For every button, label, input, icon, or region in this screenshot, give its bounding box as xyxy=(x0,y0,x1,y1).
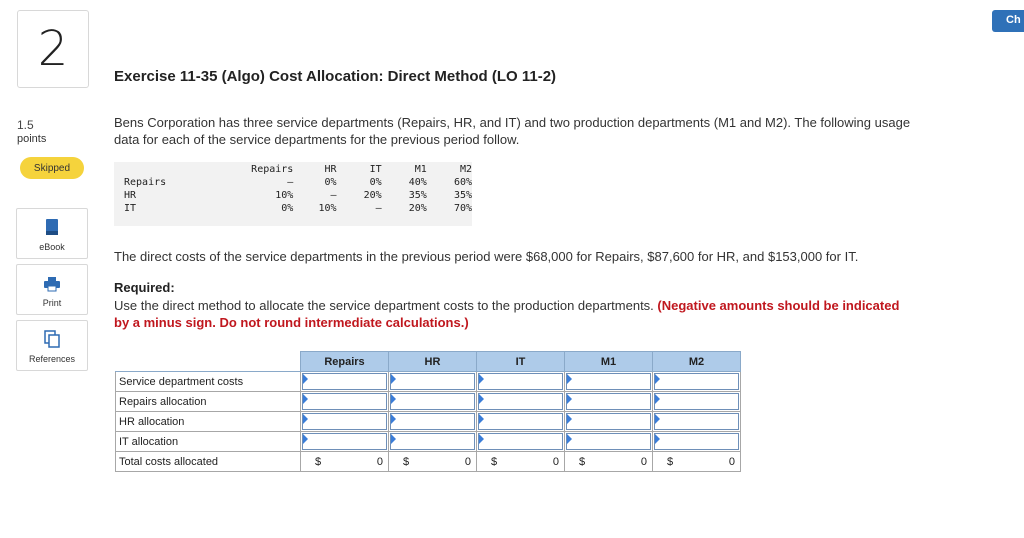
answer-input[interactable] xyxy=(566,393,651,410)
answer-cell xyxy=(301,392,389,412)
usage-cell: 70% xyxy=(453,203,472,214)
answer-row xyxy=(116,392,741,412)
answer-row-label: IT allocation xyxy=(116,432,301,452)
answer-cell xyxy=(565,392,653,412)
answer-cell xyxy=(477,392,565,412)
direct-costs-text: The direct costs of the service departments in the previous period were $68,000 for Repairs, $87,600 for HR, and $153,000 for IT. xyxy=(114,249,859,264)
usage-row xyxy=(124,176,472,189)
answer-cell xyxy=(565,412,653,432)
currency-symbol: $ xyxy=(315,455,322,468)
usage-header: M1 xyxy=(414,164,427,175)
usage-data-table xyxy=(114,162,472,226)
answer-cell xyxy=(653,392,741,412)
total-value: 0 xyxy=(552,455,559,468)
points-info xyxy=(17,118,46,146)
answer-input[interactable] xyxy=(302,373,387,390)
answer-cell xyxy=(389,392,477,412)
answer-input[interactable] xyxy=(478,393,563,410)
required-text xyxy=(114,297,914,331)
references-button[interactable] xyxy=(16,320,88,371)
usage-cell: 20% xyxy=(408,203,427,214)
required-warning: (Negative amounts should be indicated by a minus sign. Do not round intermediate calculations.) xyxy=(114,298,900,330)
usage-cell: 20% xyxy=(363,190,382,201)
answer-row xyxy=(116,432,741,452)
usage-row-label: Repairs xyxy=(124,177,167,188)
answer-row xyxy=(116,372,741,392)
answer-input[interactable] xyxy=(390,433,475,450)
ebook-button[interactable] xyxy=(16,208,88,259)
usage-cell: – xyxy=(330,190,337,201)
total-cell xyxy=(477,452,565,472)
points-value: 1.5 xyxy=(17,118,34,132)
answer-input[interactable] xyxy=(654,433,739,450)
answer-cell xyxy=(653,372,741,392)
usage-cell: 35% xyxy=(453,190,472,201)
answer-cell xyxy=(565,372,653,392)
answer-input[interactable] xyxy=(654,373,739,390)
required-instruction: Use the direct method to allocate the service department costs to the production departments. xyxy=(114,298,658,313)
answer-column-header: IT xyxy=(477,352,565,372)
usage-row xyxy=(124,189,472,202)
currency-symbol: $ xyxy=(579,455,586,468)
answer-input[interactable] xyxy=(302,433,387,450)
usage-row xyxy=(124,202,472,215)
usage-cell: 35% xyxy=(408,190,427,201)
usage-cell: 0% xyxy=(369,177,382,188)
total-cell xyxy=(389,452,477,472)
answer-input[interactable] xyxy=(654,413,739,430)
book-icon xyxy=(45,218,59,236)
answer-row xyxy=(116,412,741,432)
exercise-title: Exercise 11-35 (Algo) Cost Allocation: Direct Method (LO 11-2) xyxy=(114,68,557,85)
total-row-label: Total costs allocated xyxy=(116,452,301,472)
currency-symbol: $ xyxy=(403,455,410,468)
references-label: References xyxy=(28,354,76,364)
total-row xyxy=(116,452,741,472)
references-icon xyxy=(44,330,60,348)
status-badge: Skipped xyxy=(20,157,84,179)
answer-cell xyxy=(477,432,565,452)
answer-cell xyxy=(389,412,477,432)
usage-row-label: IT xyxy=(124,203,137,214)
check-button[interactable]: Ch xyxy=(992,10,1024,32)
answer-input[interactable] xyxy=(478,413,563,430)
answer-input[interactable] xyxy=(302,413,387,430)
answer-column-header: HR xyxy=(389,352,477,372)
answer-cell xyxy=(477,372,565,392)
answer-cell xyxy=(653,432,741,452)
print-label: Print xyxy=(42,298,62,308)
question-number: 2 xyxy=(17,10,89,88)
answer-column-header: M1 xyxy=(565,352,653,372)
answer-row-label: Service department costs xyxy=(116,372,301,392)
answer-cell xyxy=(301,372,389,392)
answer-cell xyxy=(565,432,653,452)
total-value: 0 xyxy=(464,455,471,468)
usage-header: HR xyxy=(324,164,337,175)
answer-cell xyxy=(301,432,389,452)
total-cell xyxy=(565,452,653,472)
total-value: 0 xyxy=(728,455,735,468)
answer-header-blank xyxy=(116,352,301,372)
answer-column-header: Repairs xyxy=(301,352,389,372)
usage-cell: 0% xyxy=(324,177,337,188)
total-cell xyxy=(301,452,389,472)
usage-header: IT xyxy=(369,164,382,175)
usage-cell: 10% xyxy=(275,190,294,201)
answer-row-label: HR allocation xyxy=(116,412,301,432)
answer-input[interactable] xyxy=(478,433,563,450)
points-label: points xyxy=(17,133,47,145)
answer-input[interactable] xyxy=(566,373,651,390)
answer-input[interactable] xyxy=(478,373,563,390)
answer-cell xyxy=(301,412,389,432)
total-value: 0 xyxy=(640,455,647,468)
answer-input[interactable] xyxy=(654,393,739,410)
usage-header: M2 xyxy=(459,164,472,175)
usage-row-label: HR xyxy=(124,190,137,201)
usage-header xyxy=(124,163,234,176)
intro-text: Bens Corporation has three service departments (Repairs, HR, and IT) and two production departments (M1 and M2). The following usage data for each of the service departments for the previous period follow. xyxy=(114,115,911,147)
total-value: 0 xyxy=(376,455,383,468)
answer-input[interactable] xyxy=(566,433,651,450)
usage-cell: 40% xyxy=(408,177,427,188)
total-cell xyxy=(653,452,741,472)
currency-symbol: $ xyxy=(491,455,498,468)
usage-cell: – xyxy=(287,177,294,188)
usage-cell: – xyxy=(375,203,382,214)
answer-cell xyxy=(389,372,477,392)
currency-symbol: $ xyxy=(667,455,674,468)
answer-input[interactable] xyxy=(566,413,651,430)
usage-header: Repairs xyxy=(251,164,294,175)
usage-cell: 10% xyxy=(318,203,337,214)
ebook-label: eBook xyxy=(39,242,65,252)
printer-icon xyxy=(43,276,61,292)
answer-cell xyxy=(477,412,565,432)
required-heading: Required: xyxy=(114,280,175,295)
answer-cell xyxy=(389,432,477,452)
answer-table xyxy=(115,351,741,472)
usage-cell: 0% xyxy=(281,203,294,214)
answer-input[interactable] xyxy=(390,393,475,410)
answer-input[interactable] xyxy=(302,393,387,410)
answer-column-header: M2 xyxy=(653,352,741,372)
print-button[interactable] xyxy=(16,264,88,315)
usage-cell: 60% xyxy=(453,177,472,188)
answer-row-label: Repairs allocation xyxy=(116,392,301,412)
answer-input[interactable] xyxy=(390,413,475,430)
answer-input[interactable] xyxy=(390,373,475,390)
answer-cell xyxy=(653,412,741,432)
